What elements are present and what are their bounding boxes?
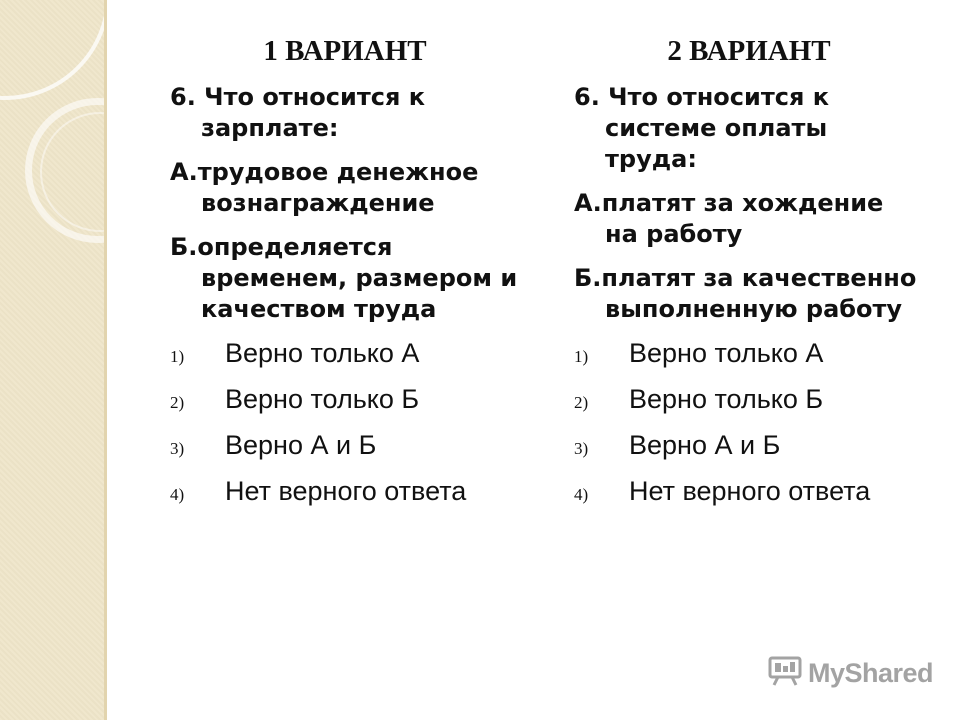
option-text: Верно только Б xyxy=(225,384,420,414)
watermark-text: MyShared xyxy=(808,657,934,688)
option-text: Верно только Б xyxy=(629,384,824,414)
decorative-ring xyxy=(0,0,107,100)
variant-1-column xyxy=(170,34,535,522)
option-number: 3) xyxy=(170,439,185,458)
variant-1-title: 1 ВАРИАНТ xyxy=(263,35,427,67)
option-number: 2) xyxy=(574,393,589,412)
variant-1-options xyxy=(170,338,535,522)
answer-option xyxy=(574,338,924,384)
option-number: 1) xyxy=(574,347,589,366)
answer-option xyxy=(170,430,535,476)
option-text: Верно только А xyxy=(629,338,824,368)
presentation-board-icon xyxy=(768,656,802,691)
answer-option xyxy=(574,476,924,522)
option-text: Нет верного ответа xyxy=(629,476,871,506)
option-text: Верно А и Б xyxy=(225,430,377,460)
myshared-watermark xyxy=(768,655,933,691)
variant-1-statement-a: А.трудовое денежное вознаграждение xyxy=(170,158,479,217)
answer-option xyxy=(574,384,924,430)
option-number: 3) xyxy=(574,439,589,458)
variant-2-statement-a: А.платят за хождение на работу xyxy=(574,189,884,248)
option-number: 4) xyxy=(170,485,185,504)
option-text: Верно только А xyxy=(225,338,420,368)
option-text: Нет верного ответа xyxy=(225,476,467,506)
option-number: 4) xyxy=(574,485,589,504)
option-text: Верно А и Б xyxy=(629,430,781,460)
variant-2-question: 6. Что относится к системе оплаты труда: xyxy=(574,83,830,173)
decorative-side-band xyxy=(0,0,107,720)
answer-option xyxy=(170,384,535,430)
variant-2-options xyxy=(574,338,924,522)
answer-option xyxy=(170,338,535,384)
side-band-edge xyxy=(104,0,107,720)
option-number: 2) xyxy=(170,393,185,412)
variant-2-column xyxy=(574,34,924,522)
variant-2-statement-b: Б.платят за качественно выполненную работу xyxy=(574,264,917,323)
answer-option xyxy=(170,476,535,522)
variant-1-statement-b: Б.определяется временем, размером и качеством труда xyxy=(170,233,518,323)
answer-option xyxy=(574,430,924,476)
option-number: 1) xyxy=(170,347,185,366)
variant-1-question: 6. Что относится к зарплате: xyxy=(170,83,426,142)
variant-2-title: 2 ВАРИАНТ xyxy=(667,35,831,67)
